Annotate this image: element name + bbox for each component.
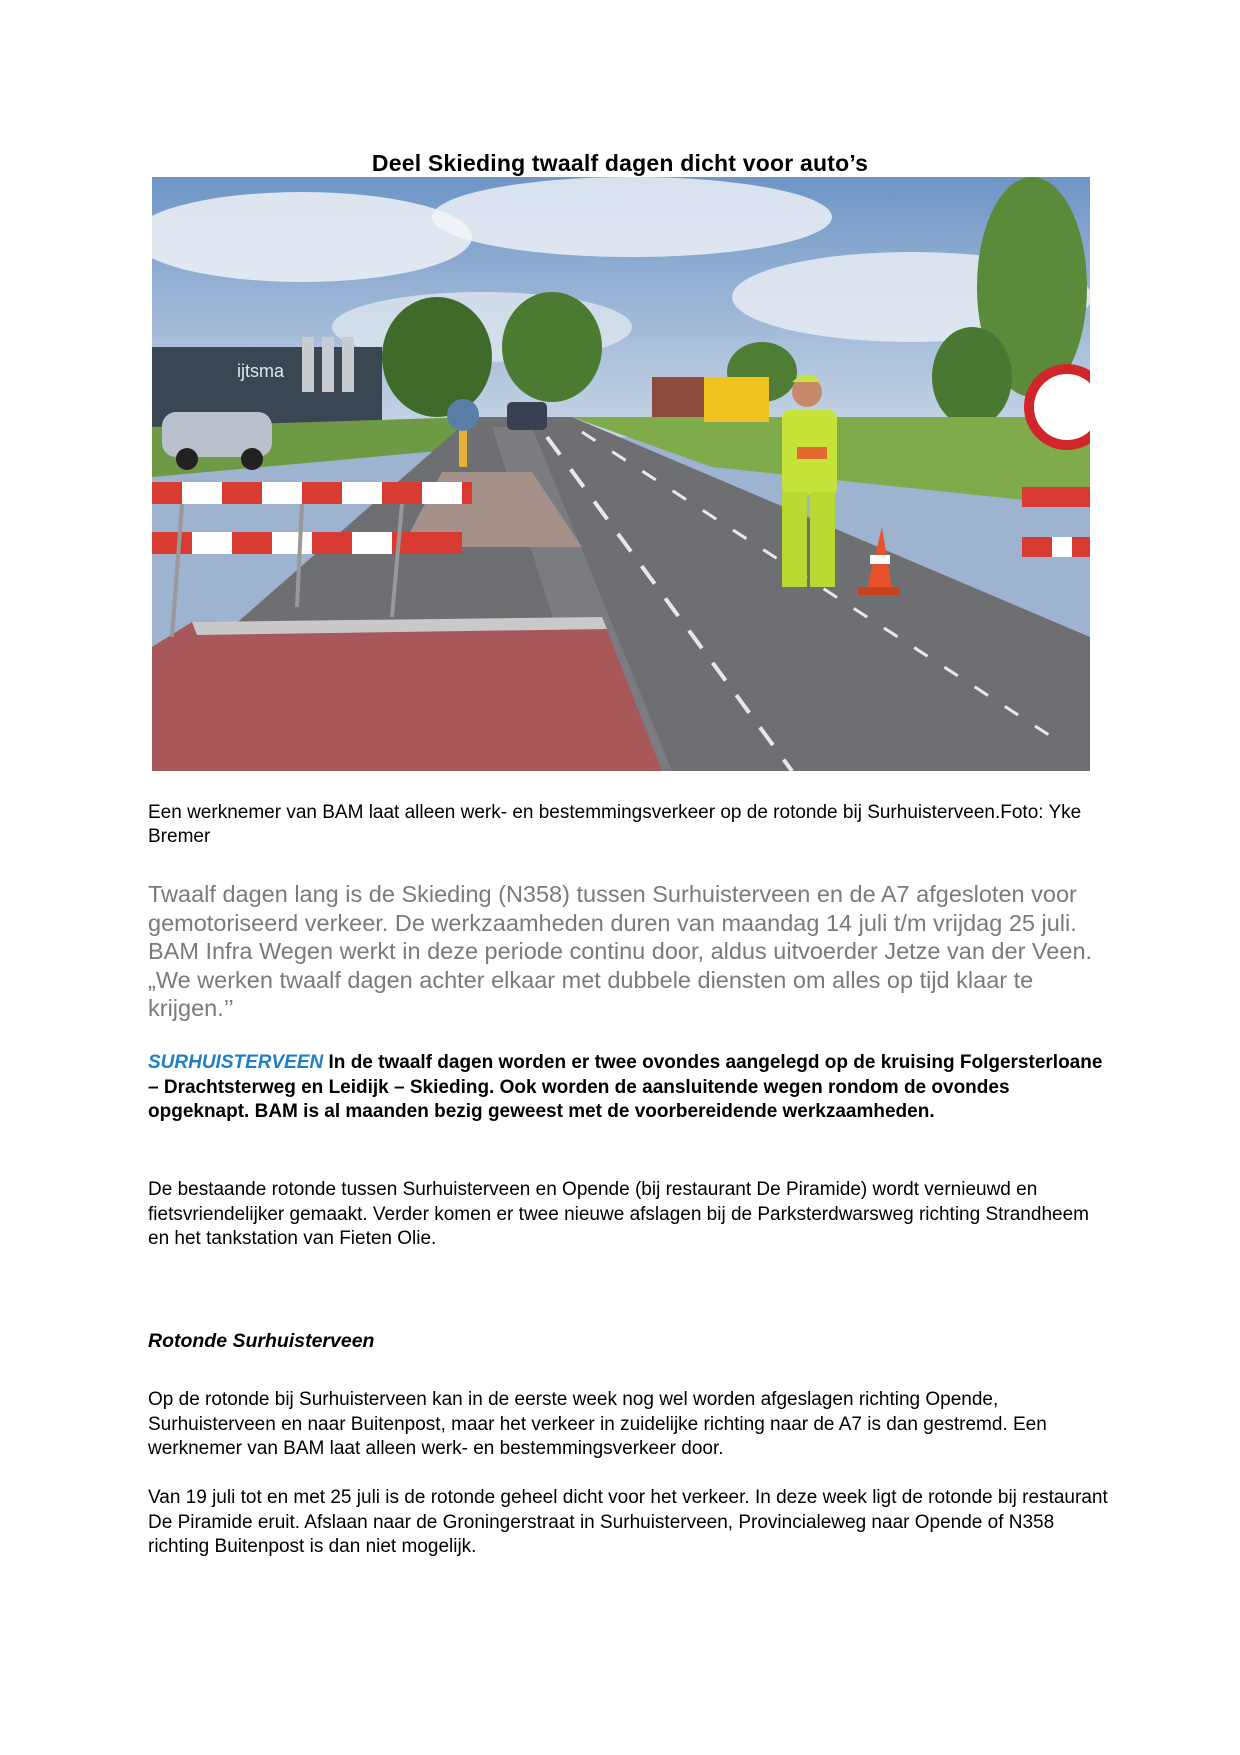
body-paragraph-3: Van 19 juli tot en met 25 juli is de rotonde geheel dicht voor het verkeer. In deze week ligt de rotonde bij restaurant De Piramide eruit. Afslaan naar de Groningerstraat in Surhuisterveen, Provincialeweg naar Opende of N358 richting Buitenpost is dan niet mogelijk. <box>148 1487 1108 1557</box>
article-title: Deel Skieding twaalf dagen dicht voor auto’s <box>371 150 869 176</box>
road-closure-photo <box>152 177 1090 771</box>
photo-caption: Een werknemer van BAM laat alleen werk- en bestemmingsverkeer op de rotonde bij Surhuisterveen.Foto: Yke Bremer <box>148 802 1082 847</box>
intro-paragraph: Twaalf dagen lang is de Skieding (N358) tussen Surhuisterveen en de A7 afgesloten voor gemotoriseerd verkeer. De werkzaamheden duren van maandag 14 juli t/m vrijdag 25 juli. BAM Infra Wegen werkt in deze periode continu door, aldus uitvoerder Jetze van der Veen. „We werken twaalf dagen achter elkaar met dubbele diensten om alles op tijd klaar te krijgen.’’ <box>148 881 1093 1021</box>
lead-paragraph <box>148 1051 1108 1125</box>
lead-text: In de twaalf dagen worden er twee ovondes aangelegd op de kruising Folgersterloane – Drachtsterweg en Leidijk – Skieding. Ook worden de aansluitende wegen rondom de ovondes opgeknapt. BAM is al maanden bezig geweest met de voorbereidende werkzaamheden. <box>148 1052 1103 1122</box>
store-sign-text: ijtsma <box>237 361 285 381</box>
subheading: Rotonde Surhuisterveen <box>148 1330 375 1352</box>
dateline: SURHUISTERVEEN <box>148 1052 324 1073</box>
body-paragraph-2: Op de rotonde bij Surhuisterveen kan in de eerste week nog wel worden afgeslagen richting Opende, Surhuisterveen en naar Buitenpost, maar het verkeer in zuidelijke richting naar de A7 is dan gestremd. Een werknemer van BAM laat alleen werk- en bestemmingsverkeer door. <box>148 1389 1047 1459</box>
body-paragraph-1: De bestaande rotonde tussen Surhuisterveen en Opende (bij restaurant De Piramide) wordt vernieuwd en fietsvriendelijker gemaakt. Verder komen er twee nieuwe afslagen bij de Parksterdwarsweg richting Strandheem en het tankstation van Fieten Olie. <box>148 1179 1089 1249</box>
article-photo <box>152 177 1090 771</box>
